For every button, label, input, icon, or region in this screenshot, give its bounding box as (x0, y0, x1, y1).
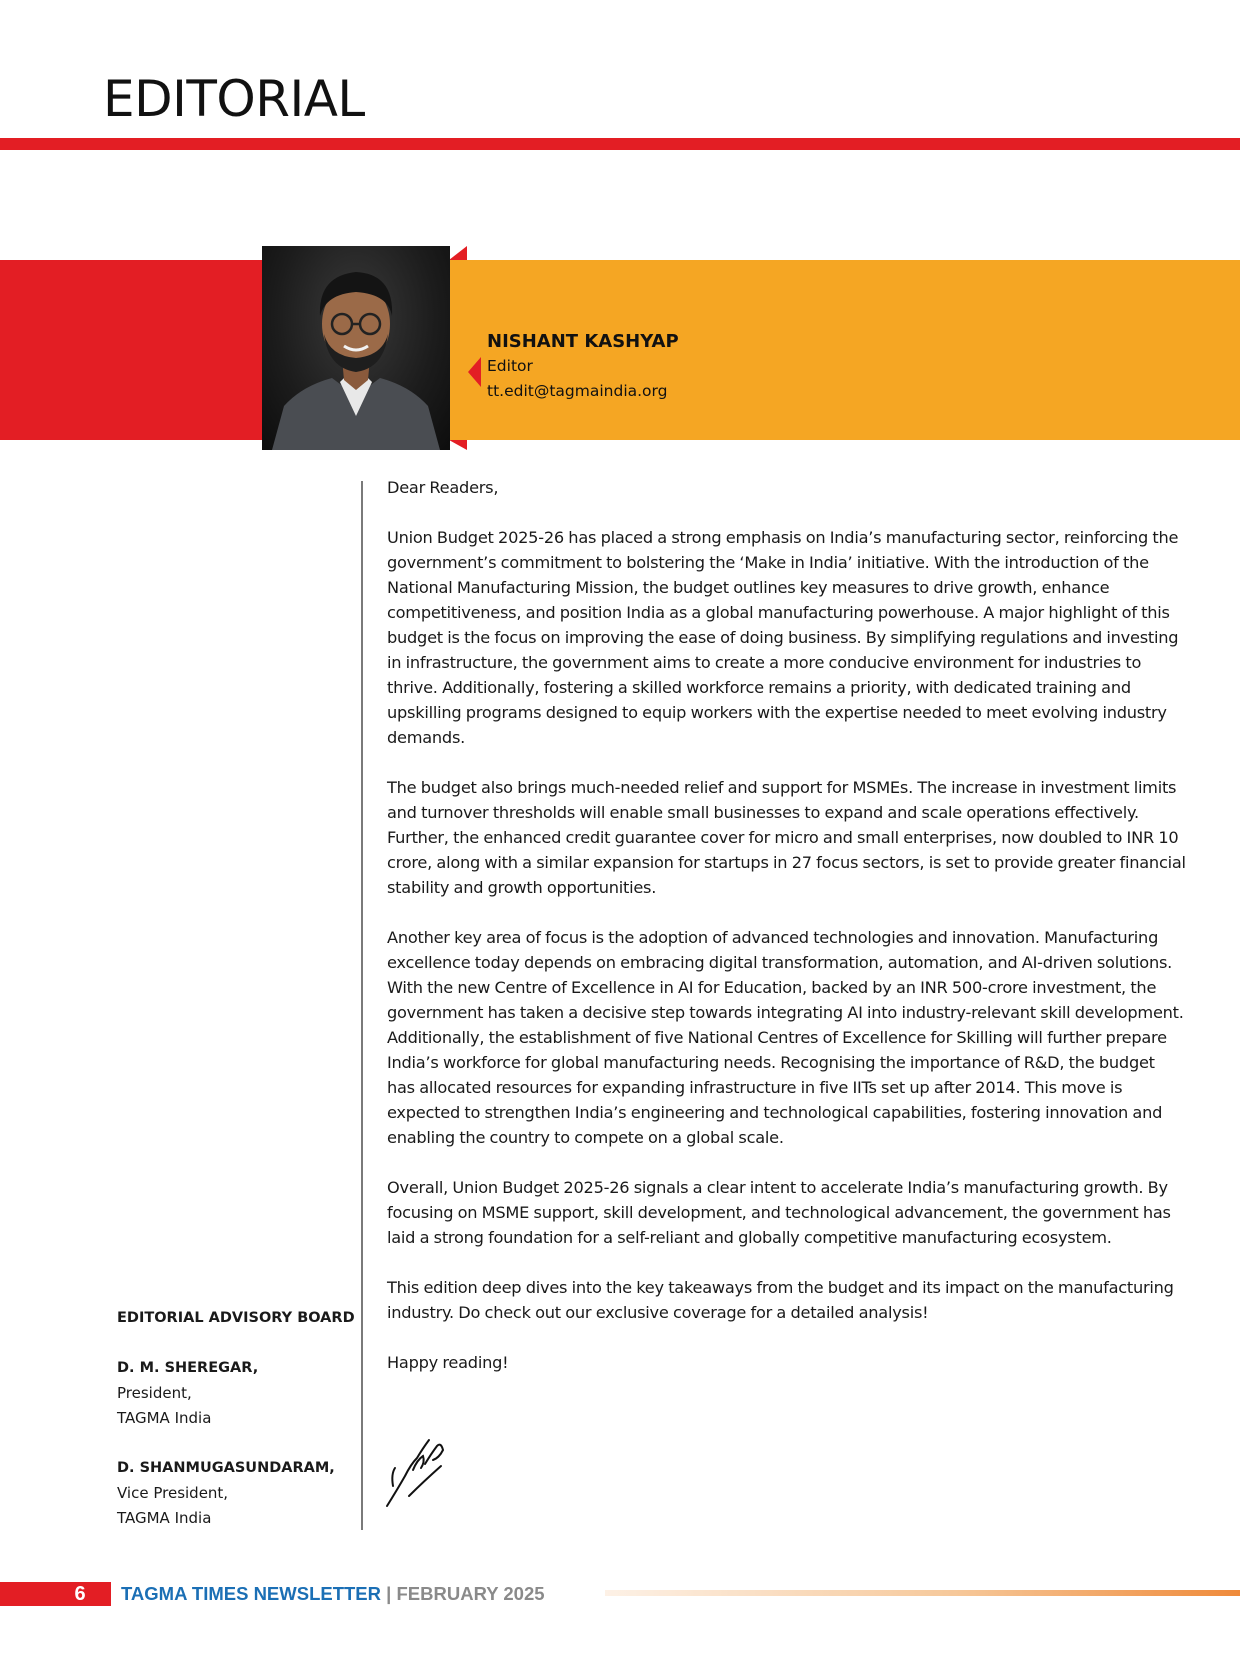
pointer-arrow-icon (468, 357, 481, 387)
board-member (117, 1456, 357, 1531)
editor-portrait-illustration (262, 246, 450, 450)
letter-paragraph: Overall, Union Budget 2025-26 signals a clear intent to accelerate India’s manufacturing growth. By focusing on MSME support, skill development, and technological advancement, the government has laid a strong foundation for a self-reliant and globally competitive manufacturing ecosystem. (387, 1178, 1171, 1247)
editor-email[interactable]: tt.edit@tagmaindia.org (487, 382, 668, 400)
letter-paragraph: Union Budget 2025-26 has placed a strong emphasis on India’s manufacturing sector, reinforcing the government’s commitment to bolstering the ‘Make in India’ initiative. With the introduction of the National Manufacturing Mission, the budget outlines key measures to drive growth, enhance competitiveness, and position India as a global manufacturing powerhouse. A major highlight of this budget is the focus on improving the ease of doing business. By simplifying regulations and investing in infrastructure, the government aims to create a more conducive environment for industries to thrive. Additionally, fostering a skilled workforce remains a priority, with dedicated training and upskilling programs designed to equip workers with the expertise needed to meet evolving industry demands. (387, 528, 1179, 747)
footer-separator: | (386, 1583, 392, 1604)
publication-date: FEBRUARY 2025 (396, 1583, 545, 1604)
advisory-board (117, 1306, 357, 1556)
footer-gradient-rule (605, 1590, 1240, 1596)
footer-publication-line (121, 1583, 545, 1605)
editor-info (487, 330, 679, 404)
band-notch-top (449, 246, 467, 260)
letter-paragraph: Another key area of focus is the adoption of advanced technologies and innovation. Manufacturing excellence today depends on embracing digital transformation, automation, and AI-driven solutions. With the new Centre of Excellence in AI for Education, backed by an INR 500-crore investment, the government has taken a decisive step towards integrating AI into industry-relevant skill development. Additionally, the establishment of five National Centres of Excellence for Skilling will further prepare India’s workforce for global manufacturing needs. Recognising the importance of R&D, the budget has allocated resources for expanding infrastructure in five IITs set up after 2014. This move is expected to strengthen India’s engineering and technological capabilities, fostering innovation and enabling the country to compete on a global scale. (387, 928, 1184, 1147)
band-notch-bottom (449, 440, 467, 450)
header-band-red (0, 260, 262, 440)
page-number: 6 (74, 1583, 86, 1605)
editor-name: NISHANT KASHYAP (487, 331, 679, 352)
editor-photo (262, 246, 450, 450)
member-org: TAGMA India (117, 1409, 212, 1427)
column-divider (361, 481, 363, 1530)
letter-closing: Happy reading! (387, 1353, 509, 1372)
member-title: President, (117, 1384, 192, 1402)
title-rule (0, 138, 1240, 150)
letter-paragraph: The budget also brings much-needed relief and support for MSMEs. The increase in investment limits and turnover thresholds will enable small businesses to expand and scale operations effectively. Further, the enhanced credit guarantee cover for micro and small enterprises, now doubled to INR 10 crore, along with a similar expansion for startups in 27 focus sectors, is set to provide greater financial stability and growth opportunities. (387, 778, 1186, 897)
member-title: Vice President, (117, 1484, 229, 1502)
advisory-board-heading: EDITORIAL ADVISORY BOARD (117, 1310, 355, 1326)
editor-role: Editor (487, 357, 533, 375)
letter-paragraph: This edition deep dives into the key takeaways from the budget and its impact on the manufacturing industry. Do check out our exclusive coverage for a detailed analysis! (387, 1278, 1174, 1322)
page-title: EDITORIAL (103, 70, 365, 128)
board-member (117, 1356, 357, 1431)
publication-name: TAGMA TIMES NEWSLETTER (121, 1583, 382, 1604)
letter-greeting: Dear Readers, (387, 478, 499, 497)
handwritten-signature (383, 1430, 453, 1510)
editorial-letter (387, 475, 1187, 1400)
member-name: D. SHANMUGASUNDARAM, (117, 1460, 335, 1476)
member-org: TAGMA India (117, 1509, 212, 1527)
member-name: D. M. SHEREGAR, (117, 1360, 259, 1376)
